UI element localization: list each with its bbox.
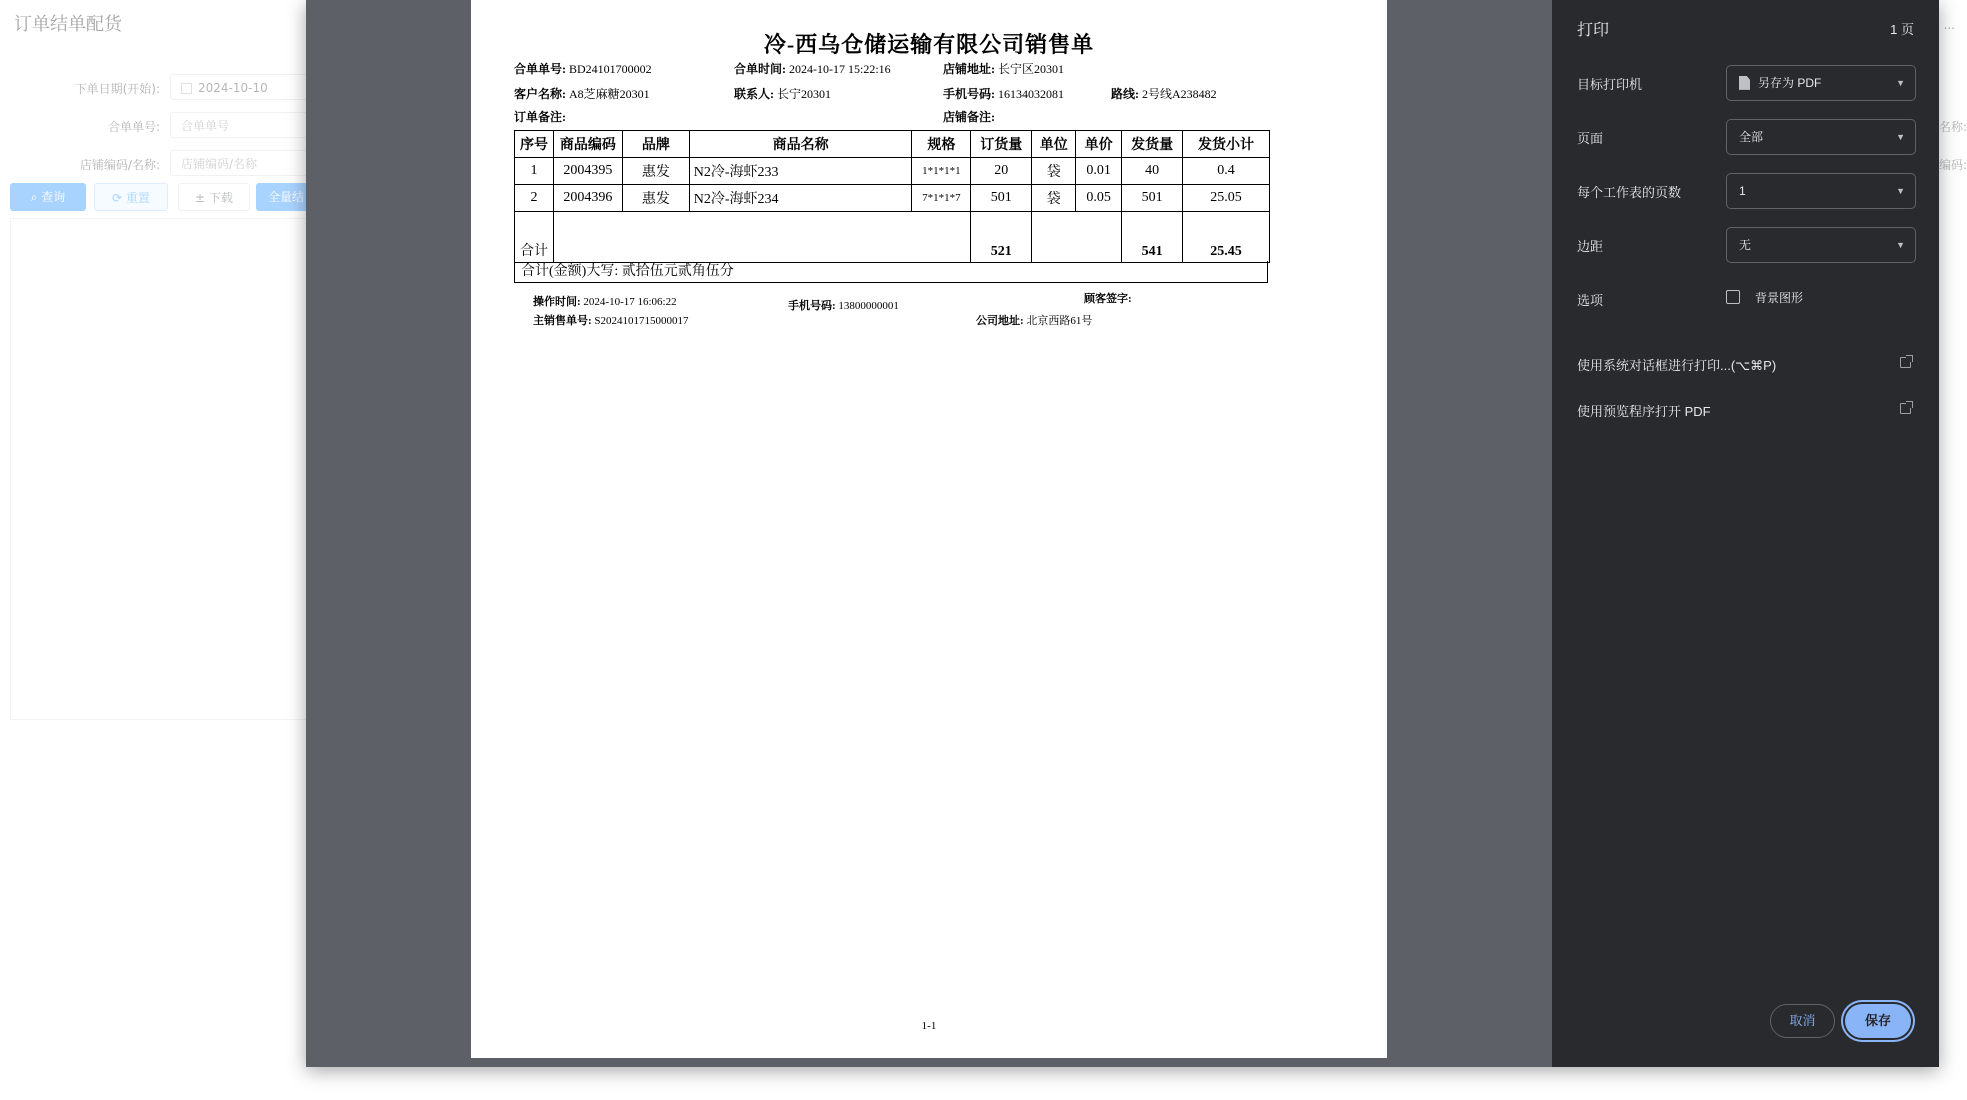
route-label: 路线: (1111, 87, 1139, 101)
header-cell: 单位 (1032, 131, 1076, 158)
shop-note-field (943, 108, 995, 125)
chevron-down-icon: ▼ (1896, 78, 1905, 88)
table-cell: 袋 (1032, 185, 1076, 212)
dialog-title: 打印 (1577, 22, 1610, 39)
table-cell: 0.01 (1076, 158, 1122, 185)
op-phone-label: 手机号码: (788, 300, 836, 312)
customer-field (514, 85, 650, 102)
pages-per-sheet-label: 每个工作表的页数 (1577, 185, 1682, 200)
table-cell: N2冷-海虾233 (689, 158, 912, 185)
table-total-row (515, 212, 1270, 263)
main-sale-no-field (533, 312, 689, 328)
table-cell: 惠发 (622, 185, 689, 212)
destination-value: 另存为 PDF (1758, 76, 1822, 90)
page-number: 1-1 (921, 1020, 937, 1032)
shop-address-value: 长宁区20301 (998, 62, 1065, 76)
order-time-value: 2024-10-17 15:22:16 (789, 62, 891, 76)
open-pdf-link[interactable]: 使用预览程序打开 PDF (1577, 404, 1711, 419)
op-time-value: 2024-10-17 16:06:22 (583, 296, 677, 308)
table-cell: 1*1*1*1 (912, 158, 971, 185)
margins-value: 无 (1739, 238, 1752, 252)
main-sale-no-label: 主销售单号: (533, 315, 592, 327)
print-settings-panel (1552, 0, 1939, 1067)
table-header-row (515, 131, 1270, 158)
route-value: 2号线A238482 (1142, 87, 1217, 101)
phone-value: 16134032081 (998, 87, 1064, 101)
company-address-label: 公司地址: (976, 315, 1024, 327)
table-cell: 袋 (1032, 158, 1076, 185)
print-preview-area (306, 0, 1552, 1067)
header-cell: 单价 (1076, 131, 1122, 158)
pages-per-sheet-select[interactable] (1726, 173, 1916, 209)
op-time-label: 操作时间: (533, 296, 581, 308)
print-dialog (306, 0, 1939, 1067)
order-note-field (514, 108, 566, 125)
pages-per-sheet-value: 1 (1739, 184, 1746, 198)
total-empty-cell (553, 212, 970, 263)
cancel-button[interactable]: 取消 (1770, 1004, 1835, 1038)
contact-field (734, 85, 831, 102)
external-link-icon[interactable] (1900, 357, 1911, 368)
margins-label: 边距 (1577, 239, 1604, 254)
table-cell: 7*1*1*7 (912, 185, 971, 212)
header-cell: 品牌 (622, 131, 689, 158)
total-ship-qty: 541 (1122, 212, 1183, 263)
table-cell: 2004396 (553, 185, 622, 212)
op-phone-value: 13800000001 (838, 300, 899, 312)
header-cell: 商品编码 (553, 131, 622, 158)
contact-label: 联系人: (734, 87, 774, 101)
document-icon (1739, 76, 1750, 90)
table-cell: 1 (515, 158, 554, 185)
header-cell: 发货量 (1122, 131, 1183, 158)
chevron-down-icon: ▼ (1896, 240, 1905, 250)
table-cell: 501 (1122, 185, 1183, 212)
pages-label: 页面 (1577, 131, 1604, 146)
order-no-field (514, 60, 652, 77)
table-cell: 20 (971, 158, 1032, 185)
pages-value: 全部 (1739, 130, 1764, 144)
main-sale-no-value: S2024101715000017 (594, 315, 689, 327)
system-dialog-link[interactable]: 使用系统对话框进行打印...(⌥⌘P) (1577, 358, 1777, 373)
external-link-icon[interactable] (1900, 403, 1911, 414)
order-time-field (734, 60, 891, 77)
total-label: 合计 (515, 212, 554, 263)
header-cell: 序号 (515, 131, 554, 158)
phone-field (943, 85, 1064, 102)
chevron-down-icon: ▼ (1896, 132, 1905, 142)
amount-in-words: 合计(金额)大写: 贰拾伍元贰角伍分 (514, 261, 1268, 283)
destination-select[interactable] (1726, 65, 1916, 101)
shop-address-field (943, 60, 1064, 77)
total-empty-cell (1032, 212, 1122, 263)
total-subtotal: 25.45 (1183, 212, 1270, 263)
table-row (515, 185, 1270, 212)
signature-field (1084, 290, 1132, 306)
order-no-value: BD24101700002 (569, 62, 652, 76)
save-button[interactable]: 保存 (1845, 1004, 1911, 1038)
table-cell: 2 (515, 185, 554, 212)
table-row (515, 158, 1270, 185)
customer-label: 客户名称: (514, 87, 566, 101)
order-time-label: 合单时间: (734, 62, 786, 76)
signature-label: 顾客签字: (1084, 293, 1132, 305)
order-no-label: 合单单号: (514, 62, 566, 76)
header-cell: 发货小计 (1183, 131, 1270, 158)
table-cell: 501 (971, 185, 1032, 212)
header-cell: 商品名称 (689, 131, 912, 158)
order-note-label: 订单备注: (514, 110, 566, 124)
document-title: 冷-西乌仓储运输有限公司销售单 (763, 32, 1095, 57)
table-cell: 25.05 (1183, 185, 1270, 212)
header-cell: 订货量 (971, 131, 1032, 158)
options-label: 选项 (1577, 293, 1604, 308)
shop-address-label: 店铺地址: (943, 62, 995, 76)
pages-select[interactable] (1726, 119, 1916, 155)
header-cell: 规格 (912, 131, 971, 158)
table-cell: 40 (1122, 158, 1183, 185)
total-order-qty: 521 (971, 212, 1032, 263)
page-count: 1 页 (1890, 22, 1914, 37)
table-cell: 0.05 (1076, 185, 1122, 212)
destination-label: 目标打印机 (1577, 77, 1643, 92)
route-field (1111, 85, 1217, 102)
table-cell: N2冷-海虾234 (689, 185, 912, 212)
company-address-field (976, 312, 1092, 328)
company-address-value: 北京西路61号 (1026, 315, 1093, 327)
table-cell: 2004395 (553, 158, 622, 185)
shop-note-label: 店铺备注: (943, 110, 995, 124)
preview-page (471, 0, 1387, 1058)
op-phone-field (788, 297, 899, 313)
items-table (514, 130, 1270, 263)
background-graphics-label[interactable]: 背景图形 (1755, 291, 1804, 305)
contact-value: 长宁20301 (777, 87, 832, 101)
phone-label: 手机号码: (943, 87, 995, 101)
customer-value: A8芝麻糖20301 (569, 87, 650, 101)
op-time-field (533, 293, 677, 309)
table-cell: 惠发 (622, 158, 689, 185)
chevron-down-icon: ▼ (1896, 186, 1905, 196)
table-cell: 0.4 (1183, 158, 1270, 185)
margins-select[interactable] (1726, 227, 1916, 263)
background-graphics-checkbox[interactable] (1726, 290, 1740, 304)
